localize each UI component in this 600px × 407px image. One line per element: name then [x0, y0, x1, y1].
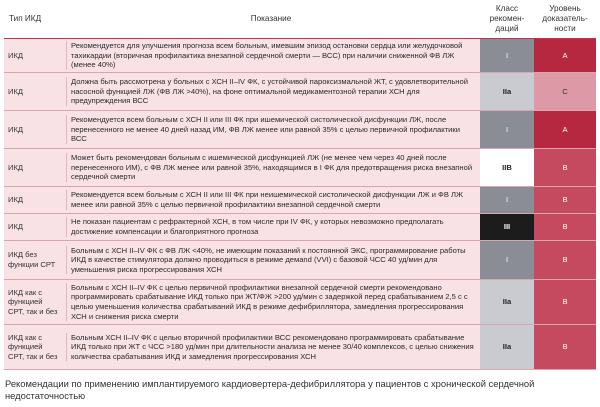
row-indication: Рекомендуется для улучшения прогноза всем больным, имевшим эпизод остановки сердца или желудочковой тахикардии (вторичная профилактика внезапной сердечной смерти — ВСС) при наличии сниженной ФВ ЛЖ (менее 40%)	[66, 41, 476, 70]
table-row	[4, 214, 596, 241]
row-class: IIa	[480, 325, 534, 370]
row-level: B	[534, 241, 596, 280]
table-header-row	[4, 0, 596, 39]
table-caption: Рекомендации по применению имплантируемого кардиовертера-дефибриллятора у пациентов с хронической сердечной недостаточностью	[5, 378, 535, 401]
row-level: B	[534, 149, 596, 187]
row-level: C	[534, 73, 596, 111]
row-indication: Может быть рекомендован больным с ишемической дисфункцией ЛЖ (не менее чем через 40 дней после перенесенного ИМ), с ФВ ЛЖ менее или равной 35%, находящимся в I ФК для предотвращения риска внезапной сердечной смерти	[66, 153, 476, 182]
row-level: B	[534, 187, 596, 214]
row-class: IIB	[480, 149, 534, 187]
table-row	[4, 241, 596, 280]
header-type: Тип ИКД	[4, 0, 62, 39]
row-level: A	[534, 111, 596, 149]
table-row	[4, 111, 596, 149]
row-level: B	[534, 214, 596, 241]
row-indication-cell	[62, 325, 480, 370]
row-indication-cell	[62, 73, 480, 111]
row-indication: Должна быть рассмотрена у больных с ХСН II–IV ФК, с устойчивой пароксизмальной ЖТ, с удовлетворительной насосной функцией ЛЖ (ФВ ЛЖ >40%), на фоне оптимальной медикаментозной терапии ХСН для предупреждения ВСС	[66, 77, 476, 106]
table-row	[4, 73, 596, 111]
recommendations-table	[4, 0, 596, 370]
table-row	[4, 149, 596, 187]
row-type: ИКД	[4, 111, 62, 149]
row-indication-cell	[62, 214, 480, 241]
header-class: Класс рекомен-даций	[480, 0, 534, 39]
row-type: ИКД без функции СРТ	[4, 241, 62, 280]
row-level: B	[534, 280, 596, 325]
row-class: IIa	[480, 73, 534, 111]
row-indication-cell	[62, 111, 480, 149]
row-type: ИКД	[4, 73, 62, 111]
row-type: ИКД	[4, 187, 62, 214]
header-indication: Показание	[62, 0, 480, 39]
table-row	[4, 280, 596, 325]
row-indication: Не показан пациентам с рефрактерной ХСН, в том числе при IV ФК, у которых невозможно предполагать достижение компенсации и благоприятного прогноза	[66, 217, 476, 236]
row-indication-cell	[62, 241, 480, 280]
row-indication-cell	[62, 187, 480, 214]
row-type: ИКД	[4, 214, 62, 241]
row-type: ИКД как с функцией СРТ, так и без	[4, 280, 62, 325]
row-class: IIa	[480, 280, 534, 325]
table-row	[4, 325, 596, 370]
row-class: I	[480, 241, 534, 280]
header-level: Уровень доказатель-ности	[534, 0, 596, 39]
row-class: I	[480, 39, 534, 73]
table-row	[4, 39, 596, 73]
row-indication: Рекомендуется всем больным с ХСН II или III ФК при ишемической систолической дисфункции ЛЖ, после перенесенного не менее 40 дней назад ИМ, ФВ ЛЖ менее или равной 35% с целью первичной профилактики ВСС	[66, 115, 476, 144]
row-indication: Больным с ХСН II–IV ФК с ФВ ЛЖ <40%, не имеющим показаний к постоянной ЭКС, программирование работы ИКД в качестве стимулятора должно проводиться в режиме демand (VVI) с базовой ЧСС 40 уд/мин для уменьшения риска прогрессирования ХСН	[66, 246, 476, 275]
row-class: I	[480, 111, 534, 149]
row-level: B	[534, 325, 596, 370]
row-type: ИКД	[4, 149, 62, 187]
row-indication-cell	[62, 39, 480, 73]
row-level: A	[534, 39, 596, 73]
row-class: III	[480, 214, 534, 241]
row-type: ИКД как с функцией СРТ, так и без	[4, 325, 62, 370]
row-indication-cell	[62, 149, 480, 187]
row-indication-cell	[62, 280, 480, 325]
table-body	[4, 39, 596, 370]
row-indication: Рекомендуется всем больным с ХСН II или III ФК при неишемической систолической дисфункции ЛЖ и ФВ ЛЖ менее или равной 35% с целью первичной профилактики внезапной сердечной смерти	[66, 190, 476, 209]
row-indication: Больным ХСН II–IV ФК с целью вторичной профилактики ВСС рекомендовано программировать срабатывание ИКД только при ЖТ с ЧСС >180 уд/мин при длительности анализа не менее 30/40 комплексов, с целью снижения количества срабатывания ИКД и замедления прогрессирования ХСН	[66, 333, 476, 362]
row-class: I	[480, 187, 534, 214]
row-indication: Больным с ХСН II–IV ФК с целью первичной профилактики внезапной сердечной смерти рекомендовано программировать срабатывание ИКД только при ЖТ/ФЖ >200 уд/мин с задержкой перед срабатыванием 2,5 с с целью уменьшения количества срабатываний ИКД в режиме дефибриллятора, замедления прогрессирования ХСН и снижения риска смерти	[66, 283, 476, 321]
row-type: ИКД	[4, 39, 62, 73]
table-row	[4, 187, 596, 214]
